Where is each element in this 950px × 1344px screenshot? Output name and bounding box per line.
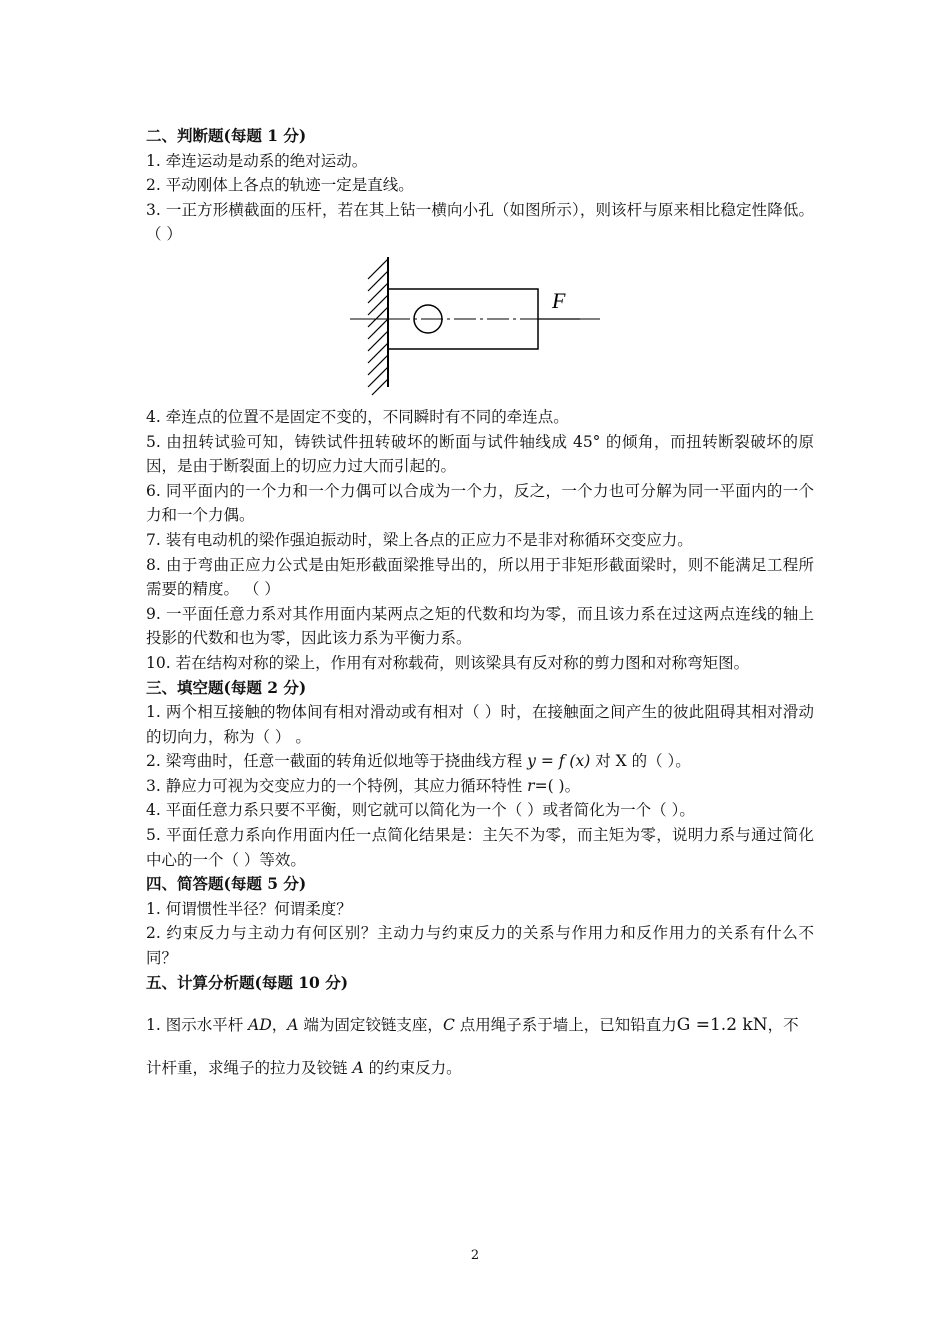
section-3-heading: 三、填空题(每题 2 分): [146, 677, 307, 697]
symbol-r: r: [527, 776, 535, 795]
calc-text-b: ，: [271, 1016, 288, 1035]
fill-item-2: [146, 749, 814, 774]
judge-item-9: 9. 一平面任意力系对其作用面内某两点之矩的代数和均为零，而且该力系在过这两点连线的轴上投影的代数和也为零，因此该力系为平衡力系。: [146, 604, 814, 648]
calc-text-c: 端为固定铰链支座，: [298, 1016, 443, 1035]
page-number: 2: [470, 1248, 480, 1263]
short-answer-item-1: 1. 何谓惯性半径？何谓柔度？: [146, 899, 352, 918]
calc-text-e: ，不: [767, 1016, 799, 1035]
equation-G: G =1.2 kN: [676, 1015, 768, 1036]
fill-item-1: 1. 两个相互接触的物体间有相对滑动或有相对（ ）时，在接触面之间产生的彼此阻碍其相对滑动的切向力，称为（ ） 。: [146, 703, 814, 746]
judge-item-10: 10. 若在结构对称的梁上，作用有对称载荷，则该梁具有反对称的剪力图和对称弯矩图。: [146, 653, 750, 672]
fill-item-5: 5. 平面任意力系向作用面内任一点简化结果是：主矢不为零，而主矩为零，说明力系与通过简化中心的一个（ ）等效。: [146, 826, 814, 869]
judge-item-4: 4. 牵连点的位置不是固定不变的，不同瞬时有不同的牵连点。: [146, 407, 569, 426]
symbol-C: C: [442, 1016, 455, 1035]
section-5-heading: 五、计算分析题(每题 10 分): [146, 972, 349, 992]
fill-item-2-text-a: 2. 梁弯曲时，任意一截面的转角近似地等于挠曲线方程: [146, 752, 523, 771]
symbol-A: A: [287, 1016, 299, 1035]
calc-text-f: 计杆重，求绳子的拉力及铰链: [146, 1058, 353, 1077]
judge-item-6: 6. 同平面内的一个力和一个力偶可以合成为一个力，反之，一个力也可分解为同一平面内的一个力和一个力偶。: [146, 481, 814, 525]
column-figure: [146, 247, 814, 405]
page-content: [146, 124, 814, 1080]
short-answer-item-2: 2. 约束反力与主动力有何区别？主动力与约束反力的关系与作用力和反作用力的关系有什么不同？: [146, 924, 814, 968]
symbol-AD: AD: [248, 1016, 272, 1035]
calc-text-d: 点用绳子系于墙上，已知铅直力: [454, 1016, 677, 1035]
wall-hatching: [368, 259, 388, 395]
fill-item-4: 4. 平面任意力系只要不平衡，则它就可以简化为一个（ ）或者简化为一个（ ）。: [146, 801, 695, 820]
judge-item-2: 2. 平动刚体上各点的轨迹一定是直线。: [146, 176, 414, 195]
section-4-heading: 四、简答题(每题 5 分): [146, 874, 307, 894]
calc-text-g: 的约束反力。: [363, 1058, 462, 1077]
section-2-heading: 二、判断题(每题 1 分): [146, 126, 307, 145]
force-label: F: [552, 287, 566, 313]
judge-item-3: 3. 一正方形横截面的压杆，若在其上钻一横向小孔（如图所示），则该杆与原来相比稳定性降低。 （ ）: [146, 200, 814, 244]
calc-text-a: 1. 图示水平杆: [146, 1016, 249, 1035]
judge-item-8: 8. 由于弯曲正应力公式是由矩形截面梁推导出的，所以用于非矩形截面梁时，则不能满足工程所需要的精度。 （ ）: [146, 555, 814, 599]
calc-item-1-line-2: [146, 1056, 814, 1081]
judge-item-5: 5. 由扭转试验可知，铸铁试件扭转破坏的断面与试件轴线成 45° 的倾角，而扭转断裂破坏的原因，是由于断裂面上的切应力过大而引起的。: [146, 432, 814, 476]
calc-item-1-line-1: [146, 1013, 814, 1038]
fill-item-2-text-b: 对 X 的（ ）。: [595, 752, 691, 771]
fill-item-3-text-a: 3. 静应力可视为交变应力的一个特例，其应力循环特性: [146, 776, 523, 795]
judge-item-7: 7. 装有电动机的梁作强迫振动时，梁上各点的正应力不是非对称循环交变应力。: [146, 530, 693, 549]
fill-item-3: [146, 774, 814, 799]
judge-item-1: 1. 牵连运动是动系的绝对运动。: [146, 151, 368, 170]
equation-y-fx: y = f (x): [527, 752, 591, 771]
fill-item-3-text-b: =( )。: [534, 776, 581, 795]
column-with-hole-diagram: [348, 249, 608, 399]
symbol-A-2: A: [352, 1058, 364, 1077]
